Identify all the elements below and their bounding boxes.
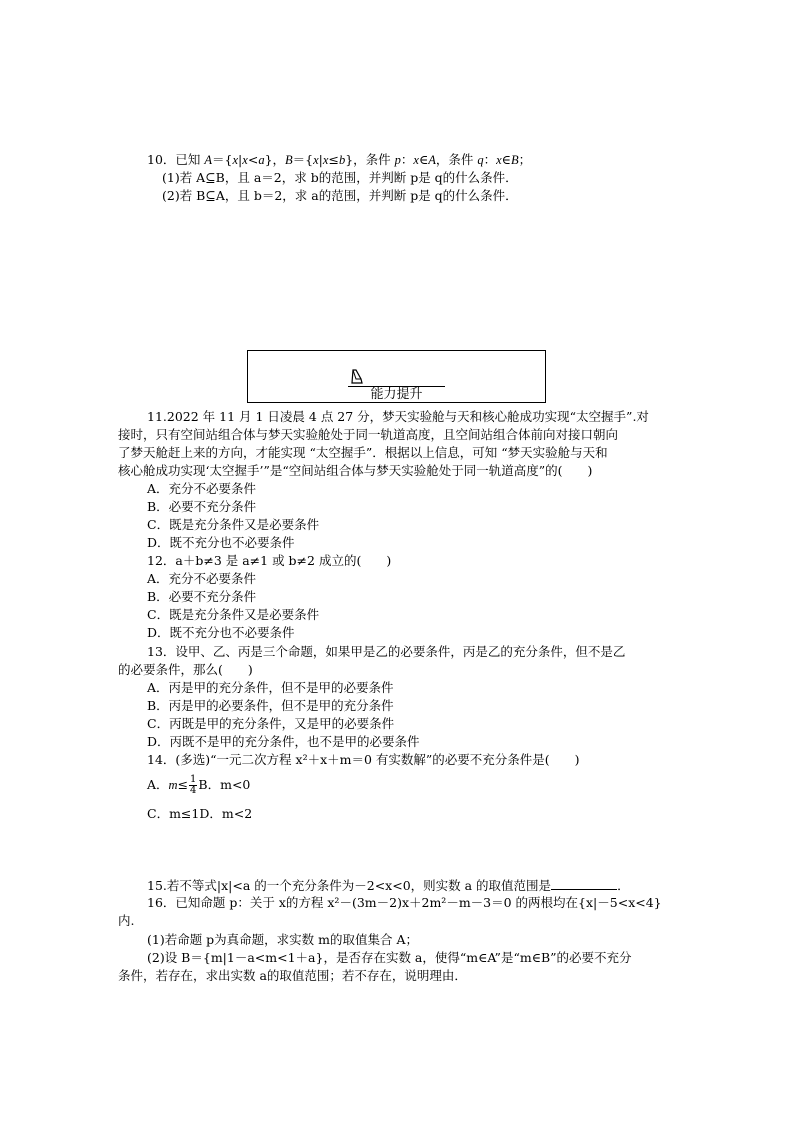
q14-options-cd: C．m≤1D．m<2 — [147, 806, 253, 821]
q13-line-1: 13．设甲、乙、丙是三个命题，如果甲是乙的必要条件，丙是乙的充分条件，但不是乙 — [147, 644, 626, 659]
q10-stem — [147, 152, 531, 168]
q10-text: }，条件 — [345, 152, 395, 167]
section-banner — [247, 350, 546, 403]
fraction — [189, 775, 197, 796]
q10-var: A — [428, 153, 436, 167]
q10-text: ，条件 — [435, 152, 478, 167]
q10-var: q — [477, 153, 484, 167]
q13-line-2: 的必要条件，那么( ) — [118, 662, 253, 677]
q10-var: x — [242, 153, 248, 167]
q10-text: }， — [264, 152, 286, 167]
q15-end: ． — [617, 878, 630, 893]
q14-options-ab — [147, 774, 250, 796]
q11-option-b: B．必要不充分条件 — [147, 499, 257, 514]
q10-var: B — [285, 153, 293, 167]
q11-line-3: 了梦天舱赶上来的方向，才能实现 “太空握手”．根据以上信息，可知 “梦天实验舱与天和 — [118, 445, 608, 460]
q10-text: | — [318, 152, 323, 167]
q12-stem: 12．a＋b≠3 是 a≠1 或 b≠2 成立的( ) — [147, 553, 392, 568]
q10-text: < — [247, 152, 259, 167]
q13-option-a: A．丙是甲的充分条件，但不是甲的必要条件 — [147, 680, 394, 695]
pencil-icon — [350, 369, 364, 385]
q10-text: | — [238, 152, 243, 167]
q11-line-2: 接时，只有空间站组合体与梦天实验舱处于同一轨道高度，且空间站组合体前向对接口朝向 — [118, 427, 619, 442]
q10-part-2: (2)若 B⊆A，且 b＝2，求 a的范围，并判断 p是 q的什么条件． — [162, 188, 518, 203]
q10-var: a — [258, 153, 265, 167]
q10-text: 10．已知 — [147, 152, 205, 167]
q10-var: B — [510, 153, 519, 167]
q12-option-a: A．充分不必要条件 — [147, 571, 257, 586]
q16-line-2: 内. — [118, 913, 135, 928]
q10-var: x — [413, 153, 419, 167]
q16-part-2-line-2: 条件，若存在，求出实数 a的取值范围；若不存在，说明理由． — [118, 968, 467, 983]
q14-option-a-label: A． — [147, 777, 169, 792]
q11-line-1: 11.2022 年 11 月 1 日凌晨 4 点 27 分，梦天实验舱与天和核心舱成功实现“太空握手”.对 — [147, 409, 649, 424]
q14-text: ≤ — [177, 777, 189, 792]
q11-option-d: D．既不充分也不必要条件 — [147, 535, 295, 550]
q15-text: 15.若不等式|x|<a 的一个充分条件为－2<x<0，则实数 a 的取值范围是 — [147, 878, 552, 893]
q10-part-1: (1)若 A⊆B，且 a＝2，求 b的范围，并判断 p是 q的什么条件． — [162, 170, 518, 185]
q13-option-b: B．丙是甲的必要条件，但不是甲的充分条件 — [147, 698, 394, 713]
q13-option-d: D．丙既不是甲的充分条件，也不是甲的必要条件 — [147, 734, 420, 749]
q10-text: ＝{ — [292, 152, 314, 167]
fraction-numerator: 1 — [190, 774, 197, 785]
q11-line-4: 核心舱成功实现‘太空握手’”是“空间站组合体与梦天实验舱处于同一轨道高度”的( ) — [118, 463, 593, 478]
q13-option-c: C．丙既是甲的充分条件，又是甲的必要条件 — [147, 716, 395, 731]
q16-part-2-line-1: (2)设 B＝{m|1－a<m<1＋a}，是否存在实数 a，使得“m∈A”是“m∈B”的必要不充分 — [147, 950, 632, 965]
q12-option-d: D．既不充分也不必要条件 — [147, 625, 295, 640]
q14-option-b: B．m<0 — [198, 777, 251, 792]
q11-option-a: A．充分不必要条件 — [147, 481, 257, 496]
q15-stem — [147, 877, 630, 894]
q10-text: ； — [518, 152, 532, 167]
q10-text: ： — [400, 152, 414, 167]
q10-var: x — [232, 153, 239, 167]
section-title: 能力提升 — [370, 387, 423, 402]
q10-text: ∈ — [501, 152, 511, 167]
q10-text: ＝{ — [212, 152, 233, 167]
q10-var: b — [338, 153, 346, 167]
answer-blank[interactable] — [551, 877, 617, 890]
q10-var: x — [322, 153, 329, 167]
q10-text: ： — [483, 152, 497, 167]
q12-option-b: B．必要不充分条件 — [147, 589, 257, 604]
q10-var: x — [496, 153, 502, 167]
q12-option-c: C．既是充分条件又是必要条件 — [147, 607, 320, 622]
q10-text: ≤ — [328, 152, 339, 167]
q14-var: m — [168, 778, 178, 792]
q16-line-1: 16．已知命题 p：关于 x的方程 x²－(3m－2)x＋2m²－m－3＝0 的两根均在{x|－5<x<4} — [147, 895, 662, 910]
q16-part-1: (1)若命题 p为真命题，求实数 m的取值集合 A； — [147, 932, 419, 947]
q14-stem: 14．(多选)“一元二次方程 x²＋x＋m＝0 有实数解”的必要不充分条件是( ) — [147, 752, 580, 767]
fraction-denominator: 4 — [190, 785, 197, 796]
q10-var: p — [394, 153, 401, 167]
q10-var: x — [313, 153, 319, 167]
q10-var: A — [204, 153, 213, 167]
q10-text: ∈ — [418, 152, 429, 167]
q11-option-c: C．既是充分条件又是必要条件 — [147, 517, 320, 532]
